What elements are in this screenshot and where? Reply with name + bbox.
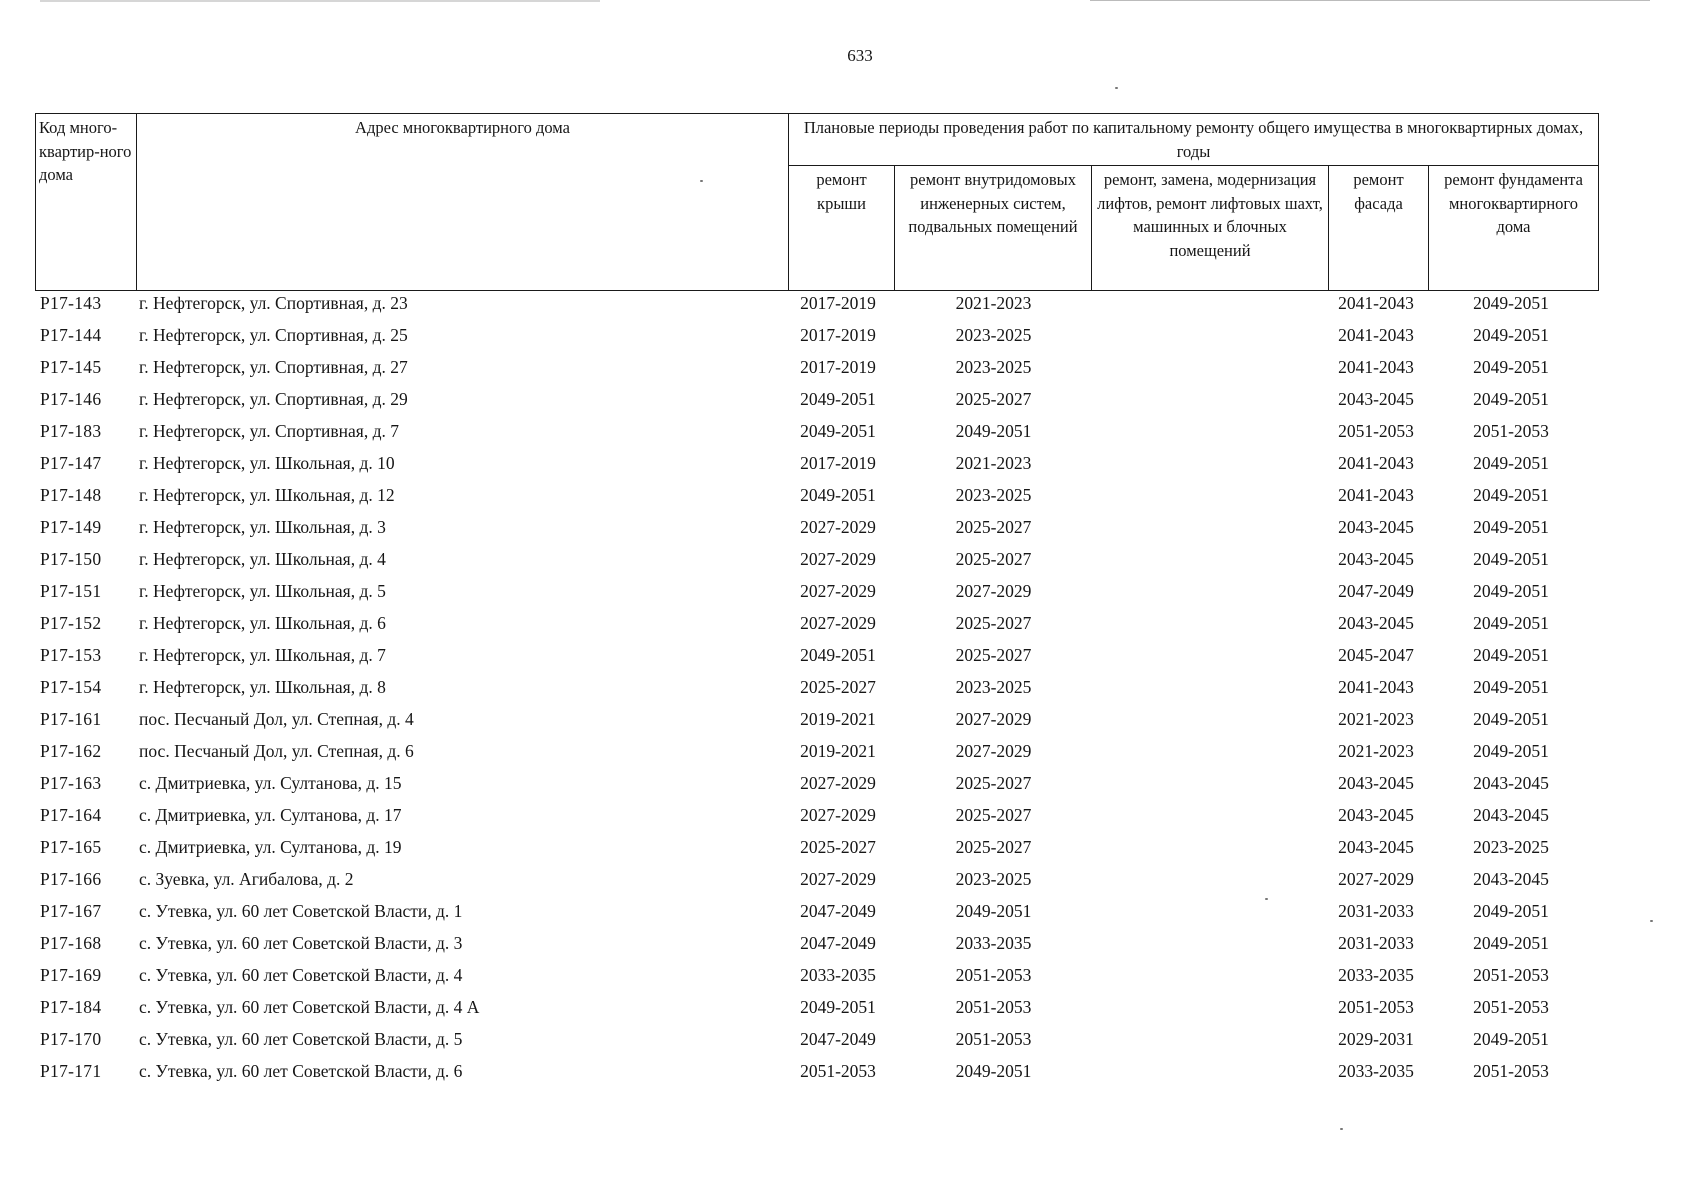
table-row <box>35 547 1597 579</box>
cell-roof: 2051-2053 <box>800 1061 876 1081</box>
cell-engineering: 2027-2029 <box>955 741 1032 761</box>
cell-code: Р17-166 <box>40 869 102 889</box>
cell-roof: 2017-2019 <box>800 453 876 473</box>
cell-engineering: 2033-2035 <box>955 933 1032 953</box>
table-row <box>35 579 1597 611</box>
header-group: Плановые периоды проведения работ по капитальному ремонту общего имущества в многоквартирных домах, годы <box>789 114 1599 166</box>
cell-foundation: 2049-2051 <box>1473 517 1549 537</box>
cell-foundation: 2049-2051 <box>1473 485 1549 505</box>
cell-address: г. Нефтегорск, ул. Школьная, д. 5 <box>139 581 386 601</box>
table-row <box>35 899 1597 931</box>
table-row <box>35 611 1597 643</box>
cell-code: Р17-170 <box>40 1029 102 1049</box>
cell-facade: 2041-2043 <box>1338 485 1414 505</box>
cell-engineering: 2025-2027 <box>955 517 1032 537</box>
cell-engineering: 2051-2053 <box>955 1029 1032 1049</box>
table-row <box>35 323 1597 355</box>
cell-foundation: 2049-2051 <box>1473 549 1549 569</box>
table-row <box>35 771 1597 803</box>
cell-engineering: 2051-2053 <box>955 965 1032 985</box>
cell-address: г. Нефтегорск, ул. Школьная, д. 10 <box>139 453 395 473</box>
scan-edge-line <box>40 0 600 2</box>
cell-roof: 2027-2029 <box>800 517 876 537</box>
scan-edge-line <box>1090 0 1650 1</box>
cell-engineering: 2027-2029 <box>955 581 1032 601</box>
scan-speck <box>1265 898 1268 900</box>
cell-foundation: 2051-2053 <box>1473 421 1549 441</box>
cell-code: Р17-161 <box>40 709 102 729</box>
table-row <box>35 803 1597 835</box>
cell-engineering: 2025-2027 <box>955 549 1032 569</box>
table-row <box>35 707 1597 739</box>
cell-foundation: 2049-2051 <box>1473 741 1549 761</box>
scan-speck <box>1650 920 1653 922</box>
table-row <box>35 451 1597 483</box>
cell-foundation: 2049-2051 <box>1473 453 1549 473</box>
cell-facade: 2041-2043 <box>1338 677 1414 697</box>
cell-roof: 2033-2035 <box>800 965 876 985</box>
table-row <box>35 1027 1597 1059</box>
cell-roof: 2049-2051 <box>800 485 876 505</box>
cell-facade: 2031-2033 <box>1338 933 1414 953</box>
cell-engineering: 2025-2027 <box>955 613 1032 633</box>
table-row <box>35 515 1597 547</box>
cell-engineering: 2049-2051 <box>955 901 1032 921</box>
cell-engineering: 2023-2025 <box>955 325 1032 345</box>
cell-facade: 2043-2045 <box>1338 773 1414 793</box>
cell-foundation: 2049-2051 <box>1473 357 1549 377</box>
cell-facade: 2041-2043 <box>1338 453 1414 473</box>
cell-foundation: 2043-2045 <box>1473 869 1549 889</box>
header-roof: ремонт крыши <box>789 166 895 291</box>
cell-code: Р17-169 <box>40 965 102 985</box>
header-code: Код много-квартир-ного дома <box>36 114 137 291</box>
cell-roof: 2049-2051 <box>800 645 876 665</box>
cell-code: Р17-154 <box>40 677 102 697</box>
cell-code: Р17-153 <box>40 645 102 665</box>
table-row <box>35 739 1597 771</box>
cell-address: с. Утевка, ул. 60 лет Советской Власти, д. 1 <box>139 901 463 921</box>
cell-foundation: 2051-2053 <box>1473 1061 1549 1081</box>
cell-address: с. Дмитриевка, ул. Султанова, д. 15 <box>139 773 402 793</box>
cell-code: Р17-171 <box>40 1061 102 1081</box>
scan-speck <box>1115 87 1118 89</box>
cell-code: Р17-167 <box>40 901 102 921</box>
cell-code: Р17-149 <box>40 517 102 537</box>
cell-address: с. Утевка, ул. 60 лет Советской Власти, д. 5 <box>139 1029 463 1049</box>
cell-address: г. Нефтегорск, ул. Спортивная, д. 23 <box>139 293 408 313</box>
table-row <box>35 835 1597 867</box>
cell-facade: 2031-2033 <box>1338 901 1414 921</box>
cell-facade: 2047-2049 <box>1338 581 1414 601</box>
cell-address: г. Нефтегорск, ул. Школьная, д. 8 <box>139 677 386 697</box>
cell-engineering: 2025-2027 <box>955 837 1032 857</box>
cell-facade: 2051-2053 <box>1338 997 1414 1017</box>
cell-engineering: 2049-2051 <box>955 421 1032 441</box>
cell-facade: 2041-2043 <box>1338 357 1414 377</box>
cell-roof: 2049-2051 <box>800 421 876 441</box>
cell-foundation: 2051-2053 <box>1473 997 1549 1017</box>
cell-code: Р17-152 <box>40 613 102 633</box>
cell-engineering: 2051-2053 <box>955 997 1032 1017</box>
cell-address: с. Утевка, ул. 60 лет Советской Власти, д. 3 <box>139 933 463 953</box>
cell-roof: 2027-2029 <box>800 581 876 601</box>
cell-engineering: 2023-2025 <box>955 357 1032 377</box>
cell-roof: 2019-2021 <box>800 709 876 729</box>
cell-facade: 2041-2043 <box>1338 325 1414 345</box>
cell-foundation: 2049-2051 <box>1473 709 1549 729</box>
cell-code: Р17-151 <box>40 581 102 601</box>
cell-code: Р17-165 <box>40 837 102 857</box>
cell-address: с. Утевка, ул. 60 лет Советской Власти, д. 6 <box>139 1061 463 1081</box>
cell-facade: 2043-2045 <box>1338 549 1414 569</box>
cell-foundation: 2051-2053 <box>1473 965 1549 985</box>
header-lifts: ремонт, замена, модернизация лифтов, ремонт лифтовых шахт, машинных и блочных помещений <box>1092 166 1329 291</box>
cell-address: г. Нефтегорск, ул. Школьная, д. 12 <box>139 485 395 505</box>
cell-engineering: 2023-2025 <box>955 677 1032 697</box>
cell-code: Р17-147 <box>40 453 102 473</box>
cell-address: г. Нефтегорск, ул. Спортивная, д. 29 <box>139 389 408 409</box>
cell-engineering: 2023-2025 <box>955 485 1032 505</box>
cell-roof: 2027-2029 <box>800 869 876 889</box>
cell-address: г. Нефтегорск, ул. Спортивная, д. 7 <box>139 421 399 441</box>
table-row <box>35 643 1597 675</box>
header-engineering: ремонт внутридомовых инженерных систем, подвальных помещений <box>895 166 1092 291</box>
cell-address: пос. Песчаный Дол, ул. Степная, д. 4 <box>139 709 414 729</box>
scan-speck <box>1340 1128 1343 1130</box>
cell-roof: 2019-2021 <box>800 741 876 761</box>
cell-facade: 2033-2035 <box>1338 965 1414 985</box>
cell-foundation: 2049-2051 <box>1473 1029 1549 1049</box>
cell-foundation: 2049-2051 <box>1473 677 1549 697</box>
cell-facade: 2033-2035 <box>1338 1061 1414 1081</box>
cell-code: Р17-168 <box>40 933 102 953</box>
cell-foundation: 2043-2045 <box>1473 773 1549 793</box>
cell-address: г. Нефтегорск, ул. Спортивная, д. 27 <box>139 357 408 377</box>
cell-code: Р17-184 <box>40 997 102 1017</box>
table-row <box>35 963 1597 995</box>
cell-engineering: 2025-2027 <box>955 805 1032 825</box>
cell-facade: 2041-2043 <box>1338 293 1414 313</box>
cell-address: с. Зуевка, ул. Агибалова, д. 2 <box>139 869 354 889</box>
cell-code: Р17-183 <box>40 421 102 441</box>
header-foundation: ремонт фундамента многоквартирного дома <box>1429 166 1599 291</box>
table-body <box>35 291 1597 1091</box>
cell-roof: 2027-2029 <box>800 773 876 793</box>
table-row <box>35 387 1597 419</box>
cell-engineering: 2021-2023 <box>955 453 1032 473</box>
cell-foundation: 2049-2051 <box>1473 325 1549 345</box>
cell-roof: 2025-2027 <box>800 677 876 697</box>
table-row <box>35 867 1597 899</box>
cell-engineering: 2049-2051 <box>955 1061 1032 1081</box>
cell-facade: 2043-2045 <box>1338 837 1414 857</box>
cell-address: с. Дмитриевка, ул. Султанова, д. 19 <box>139 837 402 857</box>
cell-facade: 2029-2031 <box>1338 1029 1414 1049</box>
cell-engineering: 2025-2027 <box>955 645 1032 665</box>
cell-code: Р17-146 <box>40 389 102 409</box>
cell-address: г. Нефтегорск, ул. Школьная, д. 4 <box>139 549 386 569</box>
cell-engineering: 2021-2023 <box>955 293 1032 313</box>
table-row <box>35 419 1597 451</box>
header-address: Адрес многоквартирного дома <box>137 114 789 291</box>
cell-foundation: 2049-2051 <box>1473 933 1549 953</box>
cell-code: Р17-163 <box>40 773 102 793</box>
cell-facade: 2043-2045 <box>1338 389 1414 409</box>
cell-facade: 2045-2047 <box>1338 645 1414 665</box>
cell-roof: 2027-2029 <box>800 549 876 569</box>
cell-roof: 2017-2019 <box>800 357 876 377</box>
cell-foundation: 2049-2051 <box>1473 645 1549 665</box>
cell-code: Р17-162 <box>40 741 102 761</box>
cell-facade: 2021-2023 <box>1338 709 1414 729</box>
cell-roof: 2017-2019 <box>800 325 876 345</box>
cell-foundation: 2049-2051 <box>1473 389 1549 409</box>
cell-facade: 2051-2053 <box>1338 421 1414 441</box>
cell-code: Р17-164 <box>40 805 102 825</box>
cell-foundation: 2043-2045 <box>1473 805 1549 825</box>
cell-foundation: 2049-2051 <box>1473 293 1549 313</box>
cell-code: Р17-145 <box>40 357 102 377</box>
page-number: 633 <box>847 46 873 65</box>
scan-speck <box>700 180 703 182</box>
cell-roof: 2025-2027 <box>800 837 876 857</box>
cell-facade: 2027-2029 <box>1338 869 1414 889</box>
cell-foundation: 2049-2051 <box>1473 613 1549 633</box>
cell-roof: 2047-2049 <box>800 933 876 953</box>
cell-facade: 2043-2045 <box>1338 805 1414 825</box>
cell-roof: 2047-2049 <box>800 901 876 921</box>
cell-address: с. Утевка, ул. 60 лет Советской Власти, д. 4 А <box>139 997 480 1017</box>
cell-address: г. Нефтегорск, ул. Школьная, д. 6 <box>139 613 386 633</box>
cell-address: с. Утевка, ул. 60 лет Советской Власти, д. 4 <box>139 965 463 985</box>
cell-engineering: 2027-2029 <box>955 709 1032 729</box>
cell-code: Р17-143 <box>40 293 102 313</box>
cell-foundation: 2049-2051 <box>1473 581 1549 601</box>
cell-facade: 2043-2045 <box>1338 517 1414 537</box>
cell-address: с. Дмитриевка, ул. Султанова, д. 17 <box>139 805 402 825</box>
cell-roof: 2049-2051 <box>800 389 876 409</box>
cell-address: г. Нефтегорск, ул. Спортивная, д. 25 <box>139 325 408 345</box>
cell-engineering: 2023-2025 <box>955 869 1032 889</box>
table-header <box>35 113 1599 291</box>
cell-roof: 2049-2051 <box>800 997 876 1017</box>
table-row <box>35 1059 1597 1091</box>
cell-address: г. Нефтегорск, ул. Школьная, д. 7 <box>139 645 386 665</box>
table-row <box>35 931 1597 963</box>
cell-engineering: 2025-2027 <box>955 389 1032 409</box>
header-facade: ремонт фасада <box>1329 166 1429 291</box>
cell-facade: 2043-2045 <box>1338 613 1414 633</box>
cell-foundation: 2023-2025 <box>1473 837 1549 857</box>
cell-roof: 2017-2019 <box>800 293 876 313</box>
table-row <box>35 675 1597 707</box>
cell-roof: 2027-2029 <box>800 805 876 825</box>
cell-code: Р17-148 <box>40 485 102 505</box>
cell-engineering: 2025-2027 <box>955 773 1032 793</box>
cell-address: пос. Песчаный Дол, ул. Степная, д. 6 <box>139 741 414 761</box>
cell-roof: 2027-2029 <box>800 613 876 633</box>
cell-roof: 2047-2049 <box>800 1029 876 1049</box>
cell-facade: 2021-2023 <box>1338 741 1414 761</box>
cell-code: Р17-150 <box>40 549 102 569</box>
table-row <box>35 291 1597 323</box>
table-row <box>35 995 1597 1027</box>
cell-foundation: 2049-2051 <box>1473 901 1549 921</box>
table-row <box>35 355 1597 387</box>
table-row <box>35 483 1597 515</box>
cell-address: г. Нефтегорск, ул. Школьная, д. 3 <box>139 517 386 537</box>
cell-code: Р17-144 <box>40 325 102 345</box>
